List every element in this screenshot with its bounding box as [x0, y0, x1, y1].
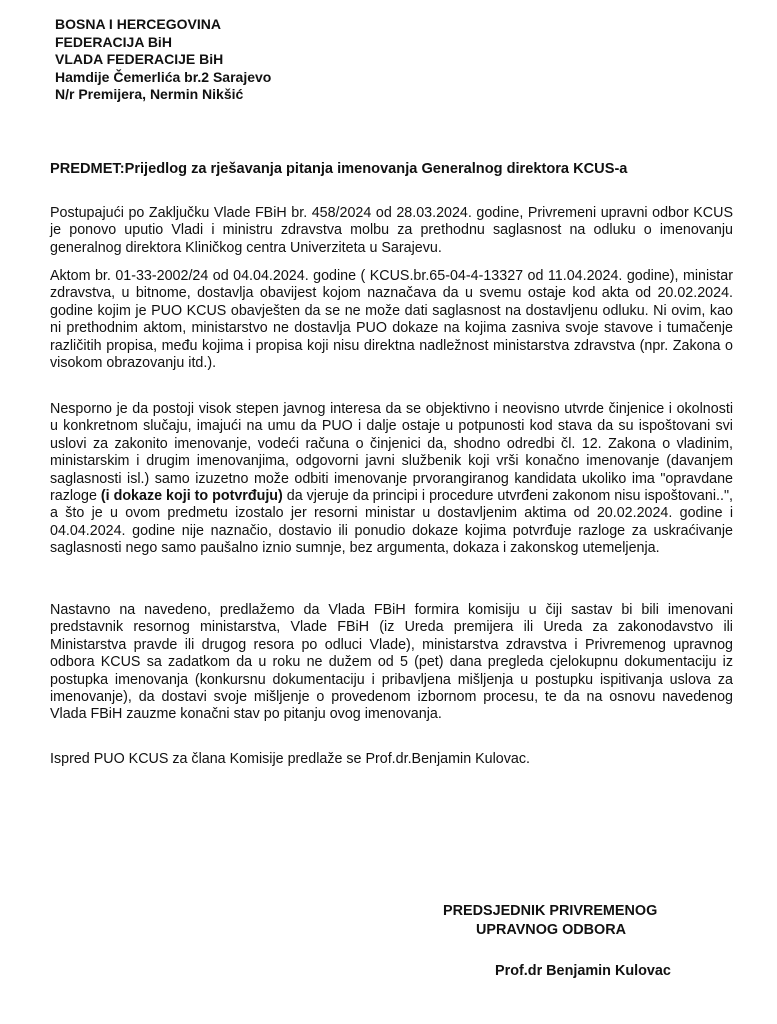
address-line-federation: FEDERACIJA BiH [55, 33, 172, 50]
body-paragraph-4: Nastavno na navedeno, predlažemo da Vlada FBiH formira komisiju u čiji sastav bi bili imenovani predstavnik resornog ministarstva, Vlade FBiH (iz Ureda premijera ili Ureda za zakonodavstvo ili Ministarstva pravde ili drugog resora po odluci Vlade), ministarstva zdravstva i Privremenog upravnog odbora KCUS sa zadatkom da u roku ne dužem od 5 (pet) dana pregleda cjelokupnu dokumentaciju iz postupka imenovanja (konkursnu dokumentaciju i pribavljena mišljenja u postupku ispitivanja uslova za imenovanje), da dostavi svoje mišljenje o provedenom izbornom procesu, te da na osnovu navedenog Vlada FBiH zauzme konačni stav po pitanju ovog imenovanja. [50, 602, 733, 723]
body-paragraph-5: Ispred PUO KCUS za člana Komisije predlaže se Prof.dr.Benjamin Kulovac. [50, 751, 530, 767]
paragraph-3-text-start: Nesporno je da postoji visok stepen javnog interesa da se objektivno i neovisno utvrde činjenice i okolnosti u konkretnom slučaju, imajući na umu da PUO i dalje ostaje u potpunosti kod stava da su ispoštovani svi uslovi za zakonito imenovanje, vodeći računa o činjenici da, shodno odredbi čl. 12. Zakona o vladinim, ministarskim i drugim imenovanjima, odgovorni javni službenik koji vrši konačno imenovanje (davanjem saglasnosti isl.) samo izuzetno može odbiti imenovanje prvorangiranog kandidata ukoliko ima "opravdane razloge [50, 401, 733, 505]
paragraph-3-bold-emphasis: (i dokaze koji to potvrđuju) [100, 488, 283, 505]
body-paragraph-3 [50, 401, 733, 558]
body-paragraph-1: Postupajući po Zaključku Vlade FBiH br. 458/2024 od 28.03.2024. godine, Privremeni upravni odbor KCUS je ponovo uputio Vladi i ministru zdravstva molbu za prethodnu saglasnost na odluku o imenovanju generalnog direktora Kliničkog centra Univerziteta u Sarajevu. [50, 205, 733, 256]
address-line-attention: N/r Premijera, Nermin Nikšić [55, 86, 244, 102]
recipient-address-block [55, 16, 271, 104]
address-line-country: BOSNA I HERCEGOVINA [55, 16, 221, 32]
signature-title-line-2: UPRAVNOG ODBORA [476, 922, 627, 938]
paragraph-3-text-end: da vjeruje da principi i procedure utvrđeni zakonom nisu ispoštovani..", a što je u ovom predmetu izostalo jer resorni ministar u dostavljenim aktima od 20.02.2024. godine i 04.04.2024. godine nije naznačio, dostavio ili ponudio dokaze kojima potvrđuje razloge za uskraćivanje saglasnosti nego samo paušalno iznio sumnje, bez argumenta, dokaza i zakonskog utemeljenja. [50, 488, 733, 557]
address-line-government: VLADA FEDERACIJE BiH [55, 51, 224, 67]
address-line-street: Hamdije Čemerlića br.2 Sarajevo [55, 68, 272, 85]
signatory-name: Prof.dr Benjamin Kulovac [495, 963, 671, 979]
body-paragraph-2: Aktom br. 01-33-2002/24 od 04.04.2024. godine ( KCUS.br.65-04-4-13327 od 11.04.2024. godine), ministar zdravstva, u bitnome, dostavlja obavijest kojom naznačava da u svemu ostaje kod akta od 20.02.2024. godine kojim je PUO KCUS obavješten da se ne može dati saglasnost na dostavljenu odluku. Ni ovim, kao ni prethodnim aktom, ministarstvo ne dostavlja PUO dokaze na kojima zasniva svoje stavove i tumačenje različitih propisa, među kojima i propisa koji nisu direktna nadležnost ministarstva zdravstva (npr. Zakona o visokom obrazovanju itd.). [50, 268, 733, 372]
subject-line: PREDMET:Prijedlog za rješavanja pitanja imenovanja Generalnog direktora KCUS-a [50, 161, 628, 177]
signature-title-line-1: PREDSJEDNIK PRIVREMENOG [443, 903, 658, 919]
